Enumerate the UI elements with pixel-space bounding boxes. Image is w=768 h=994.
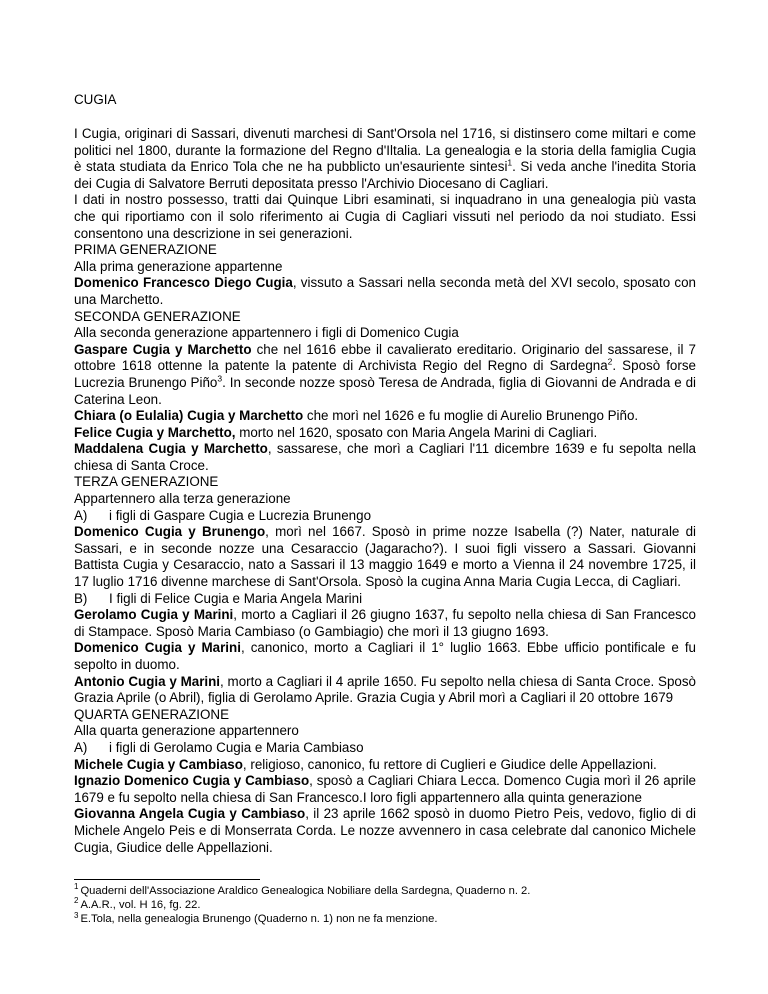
paragraph: Alla seconda generazione appartennero i figli di Domenico Cugia [74,325,459,341]
person-name: Domenico Cugia y Brunengo [74,524,266,540]
person-name: Michele Cugia y Cambiaso [74,756,243,772]
person-entry: Domenico Cugia y Marini, canonico, morto a Cagliari il 1° luglio 1663. Ebbe ufficio pontificale e fu sepolto in duomo. [74,640,697,672]
footnote-separator [74,879,260,880]
group-heading: B) I figli di Felice Cugia e Maria Angela Marini [74,590,363,606]
person-entry: Ignazio Domenico Cugia y Cambiaso, sposò a Cagliari Chiara Lecca. Domenco Cugia morì il 26 aprile 1679 e fu sepolto nella chiesa di San Francesco.I loro figli appartennero alla quinta generazione [74,773,696,805]
group-heading: A) i figli di Gerolamo Cugia e Maria Cambiaso [74,739,364,755]
person-entry: Gerolamo Cugia y Marini, morto a Cagliari il 26 giugno 1637, fu sepolto nella chiesa di San Francesco di Stampace. Sposò Maria Cambiaso (o Gambiagio) che morì il 13 giugno 1693. [74,607,696,639]
person-name: Giovanna Angela Cugia y Cambiaso [74,806,306,822]
paragraph: I dati in nostro possesso, tratti dai Quinque Libri esaminati, si inquadrano in una genealogia più vasta che qui riportiamo con il solo riferimento ai Cugia di Cagliari vissuti nel periodo da noi studiato. Essi consentono una descrizione in sei generazioni. [74,192,696,241]
person-name: Maddalena Cugia y Marchetto [74,441,268,457]
group-heading: A) i figli di Gaspare Cugia e Lucrezia Brunengo [74,507,372,523]
person-name: Gaspare Cugia y Marchetto [74,341,252,357]
person-name: Domenico Cugia y Marini [74,640,241,656]
footnote-ref: 3 [217,373,223,384]
footnote: $^1$ Quaderni dell'Associazione Araldico Genealogica Nobiliare della Sardegna, Quaderno n. 2. [74,882,531,897]
person-name: Felice Cugia y Marchetto, [74,424,236,440]
footnote: $^2$ A.A.R., vol. H 16, fg. 22. [74,896,201,912]
footnote-ref: 2 [607,356,613,367]
person-entry: Chiara (o Eulalia) Cugia y Marchetto che morì nel 1626 e fu moglie di Aurelio Brunengo Piño. [74,408,639,424]
paragraph: Appartennero alla terza generazione [74,491,291,507]
person-name: Gerolamo Cugia y Marini [74,607,234,623]
person-name: Ignazio Domenico Cugia y Cambiaso [74,773,310,789]
footnotes [74,884,696,927]
person-entry: Gaspare Cugia y Marchetto che nel 1616 ebbe il cavalierato ereditario. Originario del sassarese, il 7 ottobre 1618 ottenne la patente la patente di Archivista Regio del Regno di Sardegna$^2$. Sposò forse Lucrezia Brunengo Piño$^3$. In seconde nozze sposò Teresa de Andrada, figlia di Giovanni de Andrada e di Caterina Leon. [74,341,697,407]
person-entry: Domenico Cugia y Brunengo, morì nel 1667. Sposò in prime nozze Isabella (?) Nater, naturale di Sassari, e in seconde nozze una Cesaraccio (Jagaracho?). I suoi figli vissero a Sassari. Giovanni Battista Cugia y Cesaraccio, nato a Sassari il 13 maggio 1649 e morto a Vienna il 24 novembre 1725, il 17 luglio 1716 divenne marchese di Sant'Orsola. Sposò la cugina Anna Maria Cugia Lecca, di Cagliari. [74,524,696,590]
person-entry: Antonio Cugia y Marini, morto a Cagliari il 4 aprile 1650. Fu sepolto nella chiesa di Santa Croce. Sposò Grazia Aprile (o Abril), figlia di Gerolamo Aprile. Grazia Cugia y Abril morì a Cagliari il 20 ottobre 1679 [74,673,696,706]
person-entry: Michele Cugia y Cambiaso, religioso, canonico, fu rettore di Cuglieri e Giudice delle Appellazioni. [74,756,657,772]
document-body [74,126,696,856]
person-name: Domenico Francesco Diego Cugia [74,275,293,291]
person-entry: Giovanna Angela Cugia y Cambiaso, il 23 aprile 1662 sposò in duomo Pietro Peis, vedovo, figlio di di Michele Angelo Peis e di Monserrata Corda. Le nozze avvennero in casa celebrate dal canonico Michele Cugia, Giudice delle Appellazioni. [74,806,697,855]
paragraph: Alla prima generazione appartenne [74,258,283,274]
section-heading: TERZA GENERAZIONE [74,474,219,490]
person-name: Antonio Cugia y Marini [74,673,221,689]
paragraph: Alla quarta generazione appartennero [74,723,299,739]
person-entry: Domenico Francesco Diego Cugia, vissuto a Sassari nella seconda metà del XVI secolo, sposato con una Marchetto. [74,275,696,307]
person-entry: Maddalena Cugia y Marchetto, sassarese, che morì a Cagliari l'11 dicembre 1639 e fu sepolta nella chiesa di Santa Croce. [74,441,696,473]
footnote-ref: 1 [507,157,513,168]
section-heading: PRIMA GENERAZIONE [74,242,217,258]
paragraph: I Cugia, originari di Sassari, divenuti marchesi di Sant'Orsola nel 1716, si distinsero come miltari e come politici nel 1800, durante la formazione del Regno d'Iltalia. La genealogia e la storia della famiglia Cugia è stata studiata da Enrico Tola che ne ha pubblicto un'esauriente sintesi$^1$. Si veda anche l'inedita Storia dei Cugia di Salvatore Berruti depositata presso l'Archivio Diocesano di Cagliari. [74,126,696,191]
person-name: Chiara (o Eulalia) Cugia y Marchetto [74,408,304,424]
document-title: CUGIA [74,92,117,107]
section-heading: SECONDA GENERAZIONE [74,308,241,324]
section-heading: QUARTA GENERAZIONE [74,706,230,722]
person-entry: Felice Cugia y Marchetto, morto nel 1620, sposato con Maria Angela Marini di Cagliari. [74,424,598,440]
footnote: $^3$ E.Tola, nella genealogia Brunengo (Quaderno n. 1) non ne fa menzione. [74,910,438,926]
